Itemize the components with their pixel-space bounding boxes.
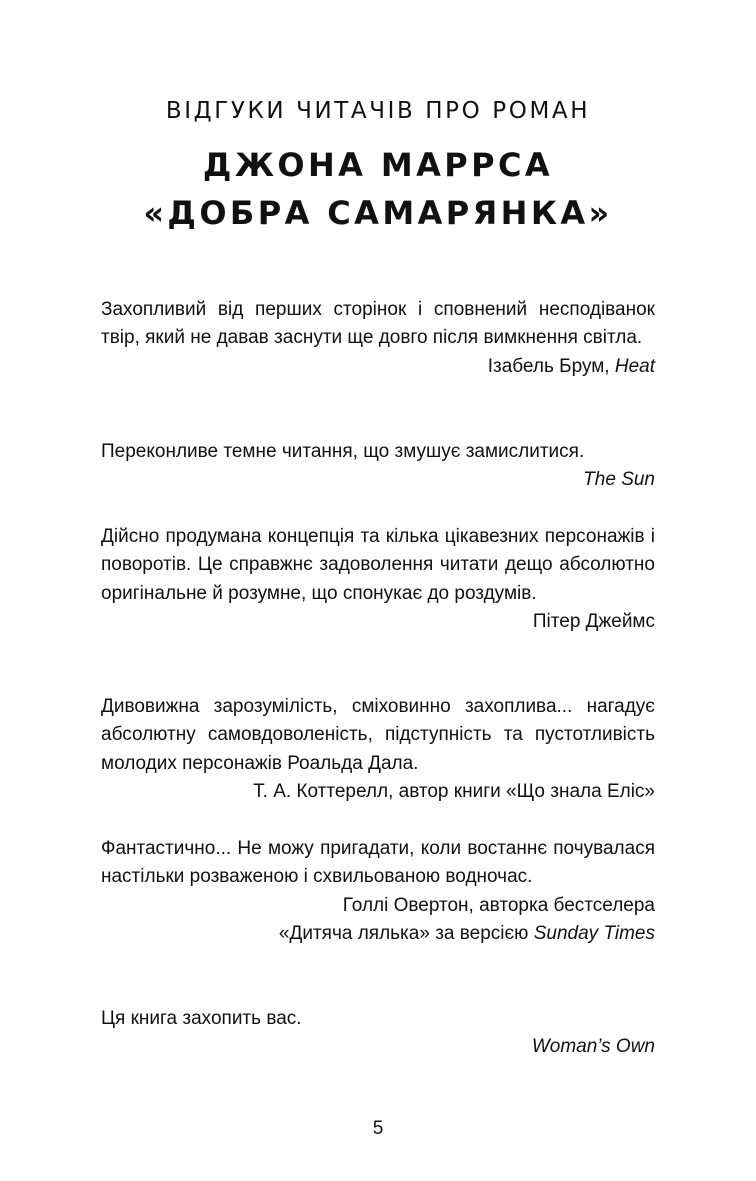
- review-text: Переконливе темне читання, що змушує замислитися.: [101, 441, 585, 462]
- review-attribution-line-2: [101, 920, 655, 948]
- page-number: 5: [372, 1118, 384, 1139]
- attribution-source: Woman’s Own: [531, 1036, 655, 1058]
- attribution-source: Heat: [614, 355, 655, 377]
- attribution-author: Ізабель Брум,: [487, 355, 615, 377]
- review-text: Ця книга захопить вас.: [101, 1008, 302, 1029]
- heading-line-3: «ДОБРА САМАРЯНКА»: [143, 194, 613, 232]
- attribution-book: «Дитяча лялька» за версією: [278, 922, 534, 944]
- attribution-author: Пітер Джеймс: [532, 610, 655, 632]
- review-attribution: [101, 466, 655, 494]
- review-text: Дивовижна зарозумілість, сміховинно захоплива... нагадує абсолютну самовдоволеність, підступність та пустотливість молодих персонажів Роальда Дала.: [101, 696, 655, 774]
- attribution-source: The Sun: [583, 469, 655, 491]
- review-text: Фантастично... Не можу пригадати, коли востаннє почувалася настільки розваженою і схвильованою водночас.: [101, 838, 655, 888]
- heading-line-1: ВІДГУКИ ЧИТАЧІВ ПРО РОМАН: [165, 98, 591, 124]
- review-3: [101, 523, 655, 636]
- review-6: [101, 1005, 655, 1062]
- review-2: [101, 438, 655, 495]
- review-attribution: [101, 778, 655, 806]
- review-attribution-line-1: Голлі Овертон, авторка бестселера: [342, 894, 655, 916]
- review-attribution: [101, 608, 655, 636]
- review-attribution: [101, 1033, 655, 1061]
- review-text: Дійсно продумана концепція та кілька цікавезних персонажів і поворотів. Це справжнє задоволення читати дещо абсолютно оригінальне й розумне, що спонукає до роздумів.: [101, 526, 655, 604]
- heading-line-2: ДЖОНА МАРРСА: [202, 146, 554, 184]
- review-5: [101, 835, 655, 948]
- review-text: Захопливий від перших сторінок і сповнений несподіванок твір, який не давав заснути ще довго після вимкнення світла.: [101, 299, 655, 349]
- attribution-author: Т. А. Коттерелл, автор книги «Що знала Еліс»: [253, 780, 655, 802]
- attribution-source: Sunday Times: [533, 922, 655, 944]
- review-4: [101, 693, 655, 806]
- review-attribution: [101, 353, 655, 381]
- review-1: [101, 296, 655, 381]
